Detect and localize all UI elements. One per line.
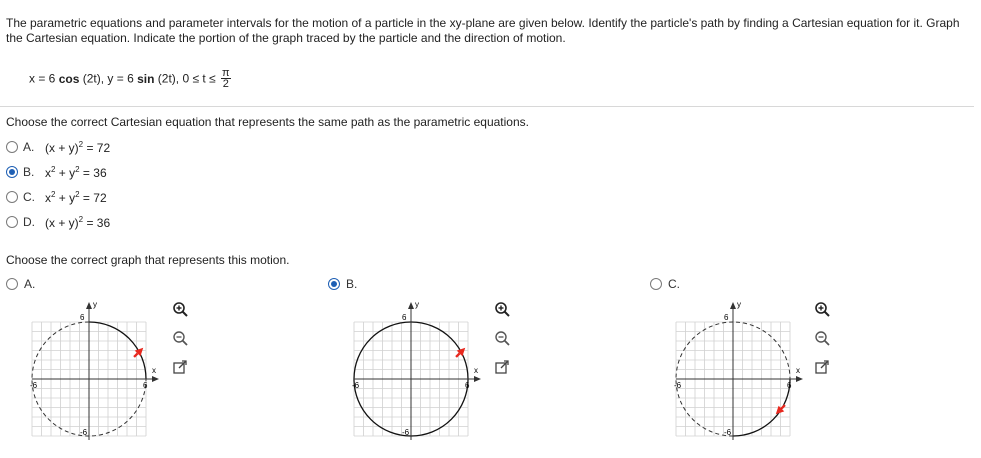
graph-c-tools xyxy=(814,301,831,376)
parametric-equations xyxy=(29,68,231,96)
option-b-eq[interactable] xyxy=(6,163,107,181)
popout-icon[interactable] xyxy=(172,359,189,376)
zoom-in-icon[interactable] xyxy=(172,301,189,318)
x-axis-label: x xyxy=(796,366,800,375)
y-axis-arrowhead xyxy=(730,302,736,309)
graph-a xyxy=(28,294,168,442)
eq-exp: 2 xyxy=(78,139,84,149)
tick-label-x-left: -6 xyxy=(30,381,38,390)
option-equation xyxy=(45,215,110,230)
eq-base: x xyxy=(45,165,51,180)
param-fraction xyxy=(221,68,231,89)
radio-graph-c[interactable] xyxy=(650,278,662,290)
eq-exp: 2 xyxy=(51,189,56,199)
question-2-prompt: Choose the correct graph that represents this motion. xyxy=(6,253,290,267)
eq-mid: + y xyxy=(55,190,76,205)
tick-label-y-top: 6 xyxy=(724,313,729,322)
graph-a-tools xyxy=(172,301,189,376)
option-equation xyxy=(45,190,107,205)
eq-base: (x + y) xyxy=(45,215,79,230)
option-letter: A. xyxy=(23,140,35,154)
graph-c xyxy=(672,294,812,442)
eq-base: (x + y) xyxy=(45,140,79,155)
option-letter: B. xyxy=(346,277,358,291)
zoom-in-icon[interactable] xyxy=(494,301,511,318)
eq-exp: 2 xyxy=(78,214,84,224)
option-c-eq[interactable] xyxy=(6,188,107,206)
popout-icon[interactable] xyxy=(494,359,511,376)
option-letter: C. xyxy=(668,277,680,291)
zoom-out-icon[interactable] xyxy=(814,330,831,347)
fraction-denominator: 2 xyxy=(222,78,229,90)
graph-b xyxy=(350,294,490,442)
tick-label-y-top: 6 xyxy=(80,313,85,322)
option-d-eq[interactable] xyxy=(6,213,110,231)
tick-label-y-top: 6 xyxy=(402,313,407,322)
direction-arrow xyxy=(131,345,146,360)
divider xyxy=(0,106,974,107)
eq-base: x xyxy=(45,190,51,205)
popout-icon[interactable] xyxy=(814,359,831,376)
y-axis-label: y xyxy=(415,300,419,309)
tick-label-y-bottom: -6 xyxy=(80,428,88,437)
option-letter: C. xyxy=(23,190,35,204)
option-a-eq[interactable] xyxy=(6,138,110,156)
x-axis-arrowhead xyxy=(152,376,159,382)
param-x-part: x = 6 xyxy=(29,71,56,86)
tick-label-x-right: 6 xyxy=(465,381,470,390)
radio-a-eq[interactable] xyxy=(6,141,18,153)
x-axis-arrowhead xyxy=(474,376,481,382)
param-y-fn: sin xyxy=(137,71,155,86)
tick-label-y-bottom: -6 xyxy=(402,428,410,437)
option-equation xyxy=(45,140,110,155)
option-letter: B. xyxy=(23,165,35,179)
option-equation xyxy=(45,165,107,180)
tick-label-y-bottom: -6 xyxy=(724,428,732,437)
graph-b-tools xyxy=(494,301,511,376)
x-axis-label: x xyxy=(474,366,478,375)
radio-b-eq[interactable] xyxy=(6,166,18,178)
y-axis-label: y xyxy=(737,300,741,309)
tick-label-x-right: 6 xyxy=(143,381,148,390)
zoom-out-icon[interactable] xyxy=(494,330,511,347)
radio-graph-a[interactable] xyxy=(6,278,18,290)
tick-label-x-right: 6 xyxy=(787,381,792,390)
eq-exp2: 2 xyxy=(75,189,80,199)
y-axis-arrowhead xyxy=(86,302,92,309)
graph-option-a[interactable] xyxy=(6,275,42,293)
option-letter: D. xyxy=(23,215,35,229)
tick-label-x-left: -6 xyxy=(674,381,682,390)
eq-rest: = 36 xyxy=(83,215,111,230)
eq-mid: + y xyxy=(55,165,76,180)
eq-rest: = 36 xyxy=(79,165,107,180)
eq-exp2: 2 xyxy=(75,164,80,174)
fraction-numerator: π xyxy=(222,67,230,79)
radio-d-eq[interactable] xyxy=(6,216,18,228)
direction-arrow xyxy=(453,345,468,360)
y-axis-label: y xyxy=(93,300,97,309)
tick-label-x-left: -6 xyxy=(352,381,360,390)
x-axis-arrowhead xyxy=(796,376,803,382)
param-x-fn: cos xyxy=(58,71,80,86)
y-axis-arrowhead xyxy=(408,302,414,309)
radio-graph-b[interactable] xyxy=(328,278,340,290)
zoom-out-icon[interactable] xyxy=(172,330,189,347)
eq-exp: 2 xyxy=(51,164,56,174)
eq-rest: = 72 xyxy=(83,140,111,155)
question-1-prompt: Choose the correct Cartesian equation that represents the same path as the parametric equations. xyxy=(6,115,529,129)
radio-c-eq[interactable] xyxy=(6,191,18,203)
graph-option-b[interactable] xyxy=(328,275,364,293)
graph-option-c[interactable] xyxy=(650,275,686,293)
param-x-arg: (2t), y = 6 xyxy=(82,71,134,86)
eq-rest: = 72 xyxy=(79,190,107,205)
option-letter: A. xyxy=(24,277,36,291)
problem-statement: The parametric equations and parameter intervals for the motion of a particle in the xy-plane are given below. Identify the particle's path by finding a Cartesian equation for it. Graph the Cartesian equation. Indicate the portion of the graph traced by the particle and the direction of motion. xyxy=(6,16,960,45)
param-y-arg: (2t), 0 ≤ t ≤ xyxy=(157,71,216,86)
zoom-in-icon[interactable] xyxy=(814,301,831,318)
x-axis-label: x xyxy=(152,366,156,375)
